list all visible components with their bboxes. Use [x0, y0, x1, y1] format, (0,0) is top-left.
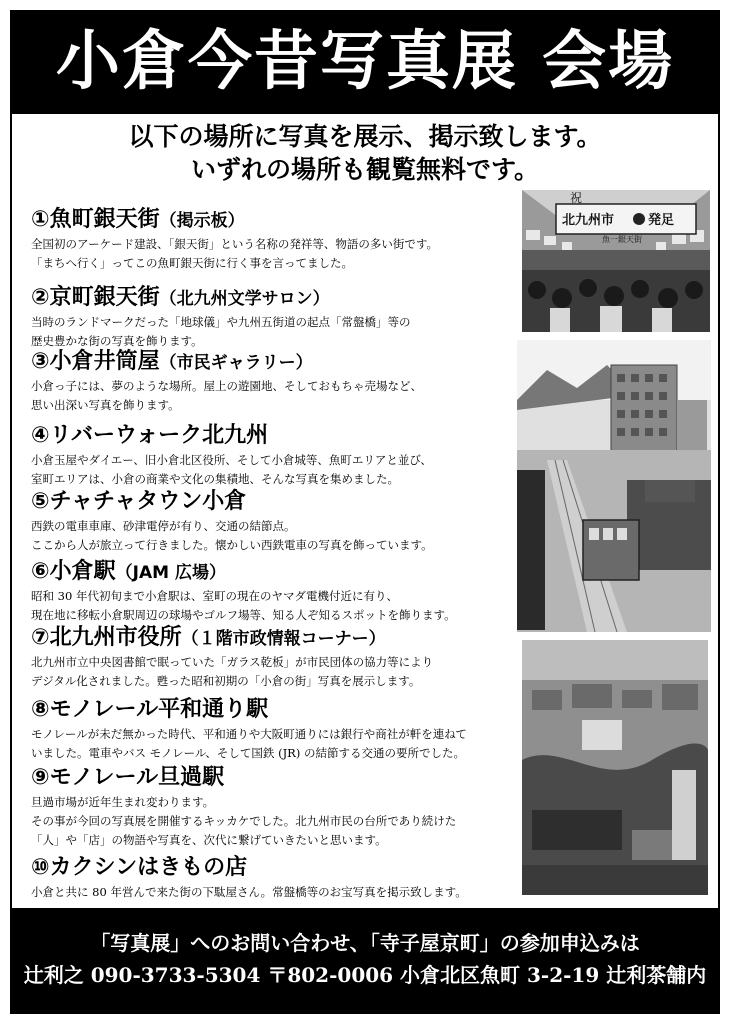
- venue-description: [31, 517, 531, 555]
- venue-desc-line: 旦過市場が近年生まれ変わります。: [31, 795, 215, 809]
- poster-title: 小倉今昔写真展 会場: [55, 25, 675, 99]
- venue-name: ④リバーウォーク北九州: [31, 423, 269, 448]
- venue-desc-line: 歴史豊かな街の写真を飾ります。: [31, 334, 203, 348]
- aerial-photo-art: [522, 640, 708, 895]
- venue-description: [31, 451, 531, 489]
- venue-note: （１階市政情報コーナー）: [181, 629, 386, 649]
- svg-text:魚一銀天街: 魚一銀天街: [602, 235, 642, 244]
- venue-title: [31, 422, 531, 451]
- venue-desc-line: デジタル化されました。甦った昭和初期の「小倉の街」写真を展示します。: [31, 674, 421, 688]
- venue-note: （掲示板）: [159, 211, 245, 231]
- venue-name: ③小倉井筒屋: [31, 349, 160, 374]
- venue-desc-line: 小倉っ子には、夢のような場所。屋上の遊園地、そしておもちゃ売場など、: [31, 379, 422, 393]
- footer-line-2: 辻利之 090-3733-5304 〒802-0006 小倉北区魚町 3-2-19 辻利茶舗内: [23, 963, 707, 987]
- venue-note: （市民ギャラリー）: [159, 353, 313, 373]
- venue-title: [31, 284, 531, 313]
- venue-desc-line: 小倉と共に 80 年営んで来た街の下駄屋さん。常盤橋等のお宝写真を掲示致します。: [31, 885, 467, 899]
- svg-text:発足: 発足: [648, 213, 675, 228]
- venue-desc-line: 小倉玉屋やダイエー、旧小倉北区役所、そして小倉城等、魚町エリアと並び、: [31, 453, 432, 467]
- venue-description: [31, 793, 531, 850]
- venue-desc-line: 西鉄の電車車庫、砂津電停が有り、交通の結節点。: [31, 519, 296, 533]
- venue-description: [31, 313, 531, 351]
- arcade-photo: [522, 190, 710, 332]
- venue-title: [31, 764, 531, 793]
- venue-title: [31, 206, 531, 235]
- tram-street-photo-art: [517, 340, 711, 632]
- svg-text:北九州市: 北九州市: [562, 213, 615, 228]
- venue-desc-line: 思い出深い写真を飾ります。: [31, 398, 180, 412]
- venue-name: ⑧モノレール平和通り駅: [31, 697, 269, 722]
- venue-title: [31, 488, 531, 517]
- venue-desc-line: ここから人が旅立って行きました。懐かしい西鉄電車の写真を飾っています。: [31, 538, 433, 552]
- intro-text: [12, 120, 718, 186]
- contact-footer: [10, 908, 720, 1014]
- venue-note: （JAM 広場）: [115, 563, 226, 583]
- venue-description: [31, 883, 531, 902]
- venue-title: [31, 558, 531, 587]
- venue-desc-line: 現在地に移転小倉駅周辺の球場やゴルフ場等、知る人ぞ知るスポットを飾ります。: [31, 608, 456, 622]
- venue-description: [31, 653, 531, 691]
- venue-desc-line: 「まちへ行く」ってこの魚町銀天街に行く事を言ってました。: [31, 256, 353, 270]
- poster-header: [10, 10, 720, 114]
- venue-name: ⑦北九州市役所: [31, 625, 182, 650]
- venue-desc-line: モノレールが未だ無かった時代、平和通りや大阪町通りには銀行や商社が軒を連ねて: [31, 727, 467, 741]
- venue-title: [31, 348, 531, 377]
- venue-desc-line: 当時のランドマークだった「地球儀」や九州五街道の起点「常盤橋」等の: [31, 315, 411, 329]
- venue-name: ⑨モノレール旦過駅: [31, 765, 225, 790]
- venue-kyomachi: [31, 284, 531, 351]
- venue-desc-line: 室町エリアは、小倉の商業や文化の集積地、そんな写真を集めました。: [31, 472, 399, 486]
- venue-kakushin: [31, 854, 531, 902]
- venue-description: [31, 235, 531, 273]
- venue-name: ⑥小倉駅: [31, 559, 116, 584]
- venue-description: [31, 377, 531, 415]
- venue-chachatown: [31, 488, 531, 555]
- intro-line-1: 以下の場所に写真を展示、掲示致します。: [128, 122, 602, 151]
- venue-riverwalk: [31, 422, 531, 489]
- venue-desc-line: その事が今回の写真展を開催するキッカケでした。北九州市民の台所であり続けた: [31, 814, 457, 828]
- venue-desc-line: 北九州市立中央図書館で眠っていた「ガラス乾板」が市民団体の協力等により: [31, 655, 434, 669]
- venue-title: [31, 696, 531, 725]
- venue-name: ①魚町銀天街: [31, 207, 160, 232]
- aerial-photo: [522, 640, 708, 895]
- venue-title: [31, 624, 531, 653]
- venue-desc-line: 全国初のアーケード建設、「銀天街」という名称の発祥等、物語の多い街です。: [31, 237, 438, 251]
- footer-line-1: 「写真展」へのお問い合わせ、「寺子屋京町」の参加申込みは: [90, 931, 640, 955]
- venue-name: ②京町銀天街: [31, 285, 160, 310]
- venue-kokura-station: [31, 558, 531, 625]
- tram-street-photo: [517, 340, 711, 632]
- arcade-photo-art: [522, 190, 710, 332]
- venue-desc-line: いました。電車やバス モノレール、そして国鉄 (JR) の結節する交通の要所でした。: [31, 746, 465, 760]
- venue-desc-line: 昭和 30 年代初旬まで小倉駅は、室町の現在のヤマダ電機付近に有り、: [31, 589, 398, 603]
- venue-description: [31, 587, 531, 625]
- svg-text:祝: 祝: [570, 191, 583, 205]
- venue-title: [31, 854, 531, 883]
- venue-desc-line: 「人」や「店」の物語や写真を、次代に繋げていきたいと思います。: [31, 833, 387, 847]
- venue-note: （北九州文学サロン）: [159, 289, 330, 309]
- venue-tanga: [31, 764, 531, 850]
- venue-heiwadori: [31, 696, 531, 763]
- venue-uomachi: [31, 206, 531, 273]
- venue-city-hall: [31, 624, 531, 691]
- venue-name: ⑩カクシンはきもの店: [31, 855, 248, 880]
- venue-izutsuya: [31, 348, 531, 415]
- venue-description: [31, 725, 531, 763]
- venue-name: ⑤チャチャタウン小倉: [31, 489, 247, 514]
- intro-line-2: いずれの場所も観覧無料です。: [190, 155, 539, 184]
